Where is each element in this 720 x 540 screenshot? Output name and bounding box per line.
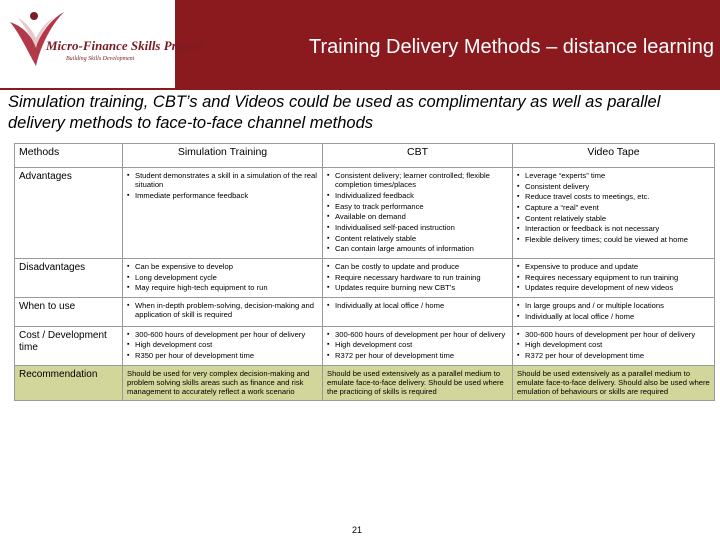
- column-header-cbt: CBT: [323, 144, 513, 168]
- bullet-item: ▪ Capture a “real” event: [517, 203, 710, 212]
- bullet-item: ▪ When in-depth problem-solving, decision-making and application of skill is required: [127, 301, 318, 320]
- bullet-list: [517, 171, 710, 244]
- slide-title: Training Delivery Methods – distance learning: [308, 36, 714, 58]
- bullet-item: ▪ Content relatively stable: [327, 234, 508, 243]
- bullet-item: ▪ Student demonstrates a skill in a simulation of the real situation: [127, 171, 318, 190]
- bullet-item: ▪ Easy to track performance: [327, 202, 508, 211]
- bullet-item: ▪ 300-600 hours of development per hour of delivery: [327, 330, 508, 339]
- table-row: [15, 168, 715, 259]
- bullet-item: ▪ Requires necessary equipment to run training: [517, 273, 710, 282]
- bullet-list: [127, 171, 318, 200]
- cell-cbt: [323, 168, 513, 259]
- bullet-item: ▪ Content relatively stable: [517, 214, 710, 223]
- logo: [0, 0, 202, 88]
- row-label: When to use: [15, 298, 123, 326]
- table-row: [15, 298, 715, 326]
- table-row: [15, 365, 715, 400]
- table-row: [15, 259, 715, 298]
- bullet-list: [327, 171, 508, 254]
- bullet-item: ▪ Consistent delivery; learner controlled; flexible completion times/places: [327, 171, 508, 190]
- bullet-list: [517, 262, 710, 293]
- bullet-item: ▪ Individually at local office / home: [517, 312, 710, 321]
- bullet-item: ▪ High development cost: [327, 340, 508, 349]
- bullet-item: ▪ Can contain large amounts of information: [327, 244, 508, 253]
- logo-tagline: Building Skills Development: [66, 56, 135, 62]
- bullet-list: [127, 330, 318, 361]
- row-label: Disadvantages: [15, 259, 123, 298]
- comparison-table: [14, 143, 715, 401]
- bullet-item: ▪ Individualised self-paced instruction: [327, 223, 508, 232]
- bullet-item: ▪ 300-600 hours of development per hour of delivery: [517, 330, 710, 339]
- cell-video: [513, 298, 715, 326]
- bullet-list: [127, 262, 318, 293]
- bullet-item: ▪ Individualized feedback: [327, 191, 508, 200]
- logo-title: Micro-Finance Skills Project: [46, 38, 202, 53]
- cell-simulation: [123, 326, 323, 365]
- bullet-item: ▪ High development cost: [127, 340, 318, 349]
- column-header-methods: Methods: [15, 144, 123, 168]
- bullet-item: ▪ R350 per hour of development time: [127, 351, 318, 360]
- cell-video: [513, 326, 715, 365]
- cell-video: Should be used extensively as a parallel medium to emulate face-to-face delivery. Should also be used where emulation of behaviours or skills are required: [513, 365, 715, 400]
- bullet-item: ▪ Leverage “experts” time: [517, 171, 710, 180]
- bullet-list: [517, 330, 710, 361]
- bullet-item: ▪ 300-600 hours of development per hour of delivery: [127, 330, 318, 339]
- bullet-list: [327, 330, 508, 361]
- column-header-simulation: Simulation Training: [123, 144, 323, 168]
- column-header-video: Video Tape: [513, 144, 715, 168]
- cell-cbt: [323, 259, 513, 298]
- cell-video: [513, 168, 715, 259]
- bullet-item: ▪ Long development cycle: [127, 273, 318, 282]
- bullet-item: ▪ Updates require burning new CBT’s: [327, 283, 508, 292]
- bullet-item: ▪ Can be expensive to develop: [127, 262, 318, 271]
- bullet-item: ▪ R372 per hour of development time: [327, 351, 508, 360]
- title-band: [0, 0, 720, 90]
- row-label: Recommendation: [15, 365, 123, 400]
- row-label: Advantages: [15, 168, 123, 259]
- bullet-item: ▪ Require necessary hardware to run training: [327, 273, 508, 282]
- table-header-row: [15, 144, 715, 168]
- bullet-item: ▪ High development cost: [517, 340, 710, 349]
- bullet-item: ▪ Available on demand: [327, 212, 508, 221]
- bullet-item: ▪ Can be costly to update and produce: [327, 262, 508, 271]
- page-number: 21: [352, 525, 363, 535]
- bullet-list: [327, 301, 508, 310]
- bullet-item: ▪ Consistent delivery: [517, 182, 710, 191]
- slide-subtitle: Simulation training, CBT’s and Videos could be used as complimentary as well as parallel delivery methods to face-to-face channel methods: [8, 93, 661, 132]
- cell-simulation: [123, 298, 323, 326]
- bullet-item: ▪ May require high-tech equipment to run: [127, 283, 318, 292]
- bullet-item: ▪ Flexible delivery times; could be viewed at home: [517, 235, 710, 244]
- table-body: [15, 168, 715, 401]
- row-label: Cost / Development time: [15, 326, 123, 365]
- bullet-list: [517, 301, 710, 321]
- bullet-item: ▪ Interaction or feedback is not necessary: [517, 224, 710, 233]
- cell-cbt: Should be used extensively as a parallel medium to emulate face-to-face delivery. Should be used where the practicing of skills is required: [323, 365, 513, 400]
- bullet-list: [327, 262, 508, 293]
- bullet-item: ▪ In large groups and / or multiple locations: [517, 301, 710, 310]
- bullet-item: ▪ Expensive to produce and update: [517, 262, 710, 271]
- cell-video: [513, 259, 715, 298]
- cell-simulation: [123, 168, 323, 259]
- bullet-list: [127, 301, 318, 320]
- table-row: [15, 326, 715, 365]
- bullet-item: ▪ Individually at local office / home: [327, 301, 508, 310]
- bullet-item: ▪ Immediate performance feedback: [127, 191, 318, 200]
- cell-simulation: [123, 259, 323, 298]
- cell-cbt: [323, 298, 513, 326]
- bullet-item: ▪ Reduce travel costs to meetings, etc.: [517, 192, 710, 201]
- bullet-item: ▪ Updates require development of new videos: [517, 283, 710, 292]
- cell-simulation: Should be used for very complex decision-making and problem solving skills areas such as finance and risk management to accurately reflect a work scenario: [123, 365, 323, 400]
- bullet-item: ▪ R372 per hour of development time: [517, 351, 710, 360]
- cell-cbt: [323, 326, 513, 365]
